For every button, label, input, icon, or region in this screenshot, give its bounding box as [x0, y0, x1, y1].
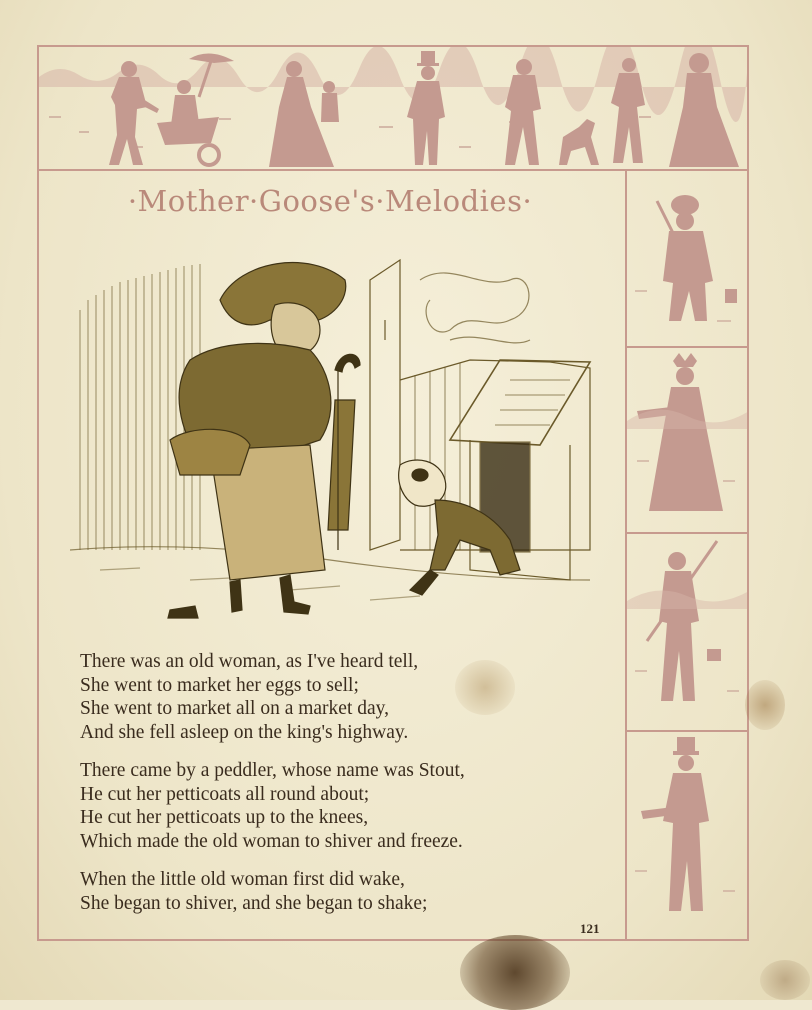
- engraving-image: [70, 250, 600, 640]
- poem-stanza-1: [80, 650, 615, 744]
- poem-text: [80, 650, 615, 930]
- paper-stain: [745, 680, 785, 730]
- poem-line: There came by a peddler, whose name was Stout,: [80, 760, 465, 781]
- poem-stanza-2: [80, 759, 615, 853]
- page-number: 121: [580, 921, 600, 936]
- poem-line: She went to market her eggs to sell;: [80, 674, 359, 696]
- paper-stain: [460, 935, 570, 1010]
- paper-stain: [760, 960, 810, 1000]
- page-title: ·Mother·Goose's·Melodies·: [127, 184, 533, 218]
- poem-line: He cut her petticoats all round about;: [80, 783, 370, 805]
- poem-line: Which made the old woman to shiver and freeze.: [80, 830, 463, 852]
- poem-line: And she fell asleep on the king's highway.: [80, 721, 409, 743]
- poem-line: She went to market all on a market day,: [80, 698, 390, 719]
- poem-line: She began to shiver, and she began to shake;: [80, 892, 428, 914]
- poem-line: There was an old woman, as I've heard tell,: [80, 651, 419, 672]
- poem-line: When the little old woman first did wake,: [80, 869, 405, 890]
- poem-line: He cut her petticoats up to the knees,: [80, 807, 369, 828]
- poem-stanza-3: [80, 868, 615, 915]
- illustration-old-woman-and-dog: [70, 250, 600, 640]
